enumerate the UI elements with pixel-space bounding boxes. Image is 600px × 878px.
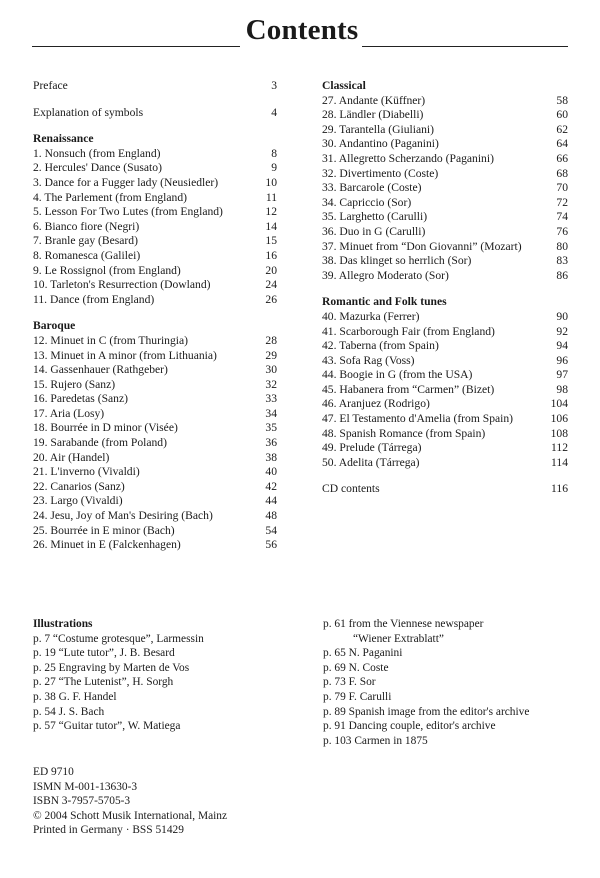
toc-entry[interactable] (322, 240, 568, 255)
toc-entry[interactable] (322, 225, 568, 240)
toc-entry[interactable] (33, 407, 277, 422)
entry-title: 11. Dance (from England) (33, 292, 155, 306)
entry-page: 26 (265, 292, 277, 306)
entry-title: 47. El Testamento d'Amelia (from Spain) (322, 412, 514, 426)
entry-page: 11 (265, 190, 277, 204)
entry-title: 17. Aria (Losy) (33, 406, 105, 420)
entry-page: 62 (556, 122, 568, 136)
entry-page: 92 (556, 324, 568, 338)
illustration-line: p. 61 from the Viennese newspaper (323, 618, 484, 630)
entry-page: 56 (265, 538, 277, 552)
toc-entry[interactable] (33, 378, 277, 393)
entry-page: 32 (265, 377, 277, 391)
toc-entry[interactable] (33, 436, 277, 451)
entry-title: Preface (33, 79, 68, 92)
entry-page: 72 (556, 195, 568, 209)
entry-page: 86 (556, 268, 568, 282)
illustration-line: p. 103 Carmen in 1875 (323, 734, 428, 747)
entry-page: 44 (265, 494, 277, 508)
entry-page: 68 (556, 166, 568, 180)
header-rule-left (32, 46, 240, 47)
entry-page: 42 (265, 479, 277, 493)
toc-entry[interactable] (33, 220, 277, 235)
entry-page: 20 (265, 263, 277, 277)
toc-entry[interactable] (33, 234, 277, 249)
entry-title: 36. Duo in G (Carulli) (322, 224, 426, 238)
entry-page: 9 (271, 161, 277, 175)
toc-entry[interactable] (322, 325, 568, 340)
toc-entry[interactable] (33, 161, 277, 176)
imprint (33, 765, 333, 838)
entry-page: 10 (265, 175, 277, 189)
illustration-line: p. 57 “Guitar tutor”, W. Matiega (33, 720, 181, 733)
toc-entry[interactable] (322, 210, 568, 225)
renaissance-list (33, 147, 277, 308)
toc-entry[interactable] (322, 427, 568, 442)
entry-title: 21. L'inverno (Vivaldi) (33, 465, 140, 479)
toc-entry[interactable] (322, 108, 568, 123)
illustration-line: p. 19 “Lute tutor”, J. B. Besard (33, 647, 175, 660)
entry-title: 24. Jesu, Joy of Man's Desiring (Bach) (33, 509, 213, 523)
toc-entry[interactable] (322, 254, 568, 269)
illustration-line: p. 38 G. F. Handel (33, 690, 117, 703)
header (32, 14, 568, 54)
entry-title: 45. Habanera from “Carmen” (Bizet) (322, 382, 495, 396)
toc-entry[interactable] (33, 363, 277, 378)
classical-list (322, 94, 568, 284)
entry-title: 26. Minuet in E (Falckenhagen) (33, 538, 181, 552)
toc-entry-symbols[interactable] (33, 106, 277, 121)
toc-entry[interactable] (33, 524, 277, 539)
toc-entry[interactable] (322, 123, 568, 138)
toc-entry[interactable] (33, 494, 277, 509)
entry-title: CD contents (322, 482, 380, 496)
entry-title: 31. Allegretto Scherzando (Paganini) (322, 151, 494, 165)
toc-entry[interactable] (322, 310, 568, 325)
header-rule-right (362, 46, 568, 47)
illustrations-left (33, 617, 293, 734)
entry-title: 9. Le Rossignol (from England) (33, 263, 181, 277)
entry-page: 24 (265, 278, 277, 292)
entry-page: 80 (556, 239, 568, 253)
toc-entry[interactable] (33, 465, 277, 480)
toc-entry[interactable] (322, 383, 568, 398)
toc-entry[interactable] (322, 339, 568, 354)
entry-page: 29 (265, 348, 277, 362)
toc-entry[interactable] (322, 456, 568, 471)
entry-title: 13. Minuet in A minor (from Lithuania) (33, 348, 217, 362)
entry-page: 12 (265, 205, 277, 219)
section-heading-baroque: Baroque (33, 319, 76, 333)
toc-entry[interactable] (322, 196, 568, 211)
toc-entry[interactable] (33, 349, 277, 364)
imprint-line: ED 9710 (33, 766, 74, 778)
entry-title: 44. Boogie in G (from the USA) (322, 368, 473, 382)
illustrations-heading: Illustrations (33, 618, 93, 630)
contents-left-column (33, 79, 277, 553)
entry-title: 6. Bianco fiore (Negri) (33, 219, 140, 233)
entry-title: 14. Gassenhauer (Rathgeber) (33, 363, 168, 377)
toc-entry[interactable] (33, 264, 277, 279)
entry-page: 3 (271, 79, 277, 92)
entry-title: 4. The Parlement (from England) (33, 190, 188, 204)
entry-title: 35. Larghetto (Carulli) (322, 210, 428, 224)
illustration-line: p. 91 Dancing couple, editor's archive (323, 720, 496, 733)
toc-entry[interactable] (322, 412, 568, 427)
illustration-line: p. 79 F. Carulli (323, 690, 392, 703)
entry-title: 8. Romanesca (Galilei) (33, 248, 141, 262)
toc-entry[interactable] (322, 152, 568, 167)
entry-title: 39. Allegro Moderato (Sor) (322, 268, 449, 282)
entry-page: 96 (556, 353, 568, 367)
entry-page: 94 (556, 339, 568, 353)
entry-title: 41. Scarborough Fair (from England) (322, 324, 495, 338)
toc-entry[interactable] (322, 354, 568, 369)
toc-entry[interactable] (322, 94, 568, 109)
section-heading-renaissance: Renaissance (33, 132, 94, 146)
entry-page: 40 (265, 465, 277, 479)
entry-page: 15 (265, 234, 277, 248)
entry-title: 42. Taberna (from Spain) (322, 339, 439, 353)
toc-entry[interactable] (33, 147, 277, 162)
toc-entry-cd-contents[interactable] (322, 482, 568, 497)
entry-title: 33. Barcarole (Coste) (322, 181, 422, 195)
entry-page: 108 (550, 426, 568, 440)
illustrations-left-list (33, 632, 293, 734)
entry-title: 46. Aranjuez (Rodrigo) (322, 397, 430, 411)
entry-page: 83 (556, 254, 568, 268)
entry-page: 8 (271, 146, 277, 160)
entry-page: 34 (265, 406, 277, 420)
baroque-list (33, 334, 277, 553)
entry-title: 7. Branle gay (Besard) (33, 234, 138, 248)
page-title: Contents (245, 14, 359, 46)
toc-entry[interactable] (33, 191, 277, 206)
illustration-line: p. 54 J. S. Bach (33, 705, 105, 718)
section-heading-classical: Classical (322, 79, 366, 92)
entry-page: 90 (556, 309, 568, 323)
entry-title: 12. Minuet in C (from Thuringia) (33, 333, 188, 347)
entry-page: 98 (556, 382, 568, 396)
entry-title: 34. Capriccio (Sor) (322, 195, 412, 209)
toc-entry[interactable] (33, 205, 277, 220)
illustration-line: p. 65 N. Paganini (323, 647, 403, 660)
illustration-line: “Wiener Extrablatt” (353, 632, 444, 645)
entry-page: 33 (265, 392, 277, 406)
toc-entry-preface[interactable] (33, 79, 277, 94)
toc-entry[interactable] (322, 441, 568, 456)
romantic-list (322, 310, 568, 471)
toc-entry[interactable] (33, 249, 277, 264)
entry-title: 27. Andante (Küffner) (322, 93, 426, 107)
toc-entry[interactable] (33, 451, 277, 466)
entry-title: 1. Nonsuch (from England) (33, 146, 161, 160)
entry-page: 48 (265, 509, 277, 523)
toc-entry[interactable] (33, 176, 277, 191)
entry-page: 116 (551, 482, 568, 496)
entry-title: 29. Tarantella (Giuliani) (322, 122, 434, 136)
illustration-line: p. 89 Spanish image from the editor's archive (323, 705, 530, 718)
illustration-line: p. 27 “The Lutenist”, H. Sorgh (33, 676, 174, 689)
toc-entry[interactable] (33, 480, 277, 495)
entry-page: 76 (556, 224, 568, 238)
toc-entry[interactable] (322, 269, 568, 284)
entry-page: 14 (265, 219, 277, 233)
entry-title: 2. Hercules' Dance (Susato) (33, 161, 162, 175)
entry-page: 70 (556, 181, 568, 195)
entry-page: 74 (556, 210, 568, 224)
entry-title: 43. Sofa Rag (Voss) (322, 353, 415, 367)
entry-page: 4 (271, 105, 277, 119)
entry-page: 38 (265, 450, 277, 464)
entry-title: 5. Lesson For Two Lutes (from England) (33, 205, 223, 219)
entry-page: 35 (265, 421, 277, 435)
entry-title: 30. Andantino (Paganini) (322, 137, 439, 151)
entry-page: 106 (550, 412, 568, 426)
entry-title: 25. Bourrée in E minor (Bach) (33, 523, 175, 537)
toc-entry[interactable] (33, 392, 277, 407)
contents-right-column (322, 79, 568, 497)
entry-title: 40. Mazurka (Ferrer) (322, 309, 420, 323)
entry-title: 18. Bourrée in D minor (Visée) (33, 421, 178, 435)
illustration-line: p. 7 “Costume grotesque”, Larmessin (33, 632, 204, 645)
entry-title: 32. Divertimento (Coste) (322, 166, 439, 180)
entry-title: 37. Minuet from “Don Giovanni” (Mozart) (322, 239, 522, 253)
imprint-line: © 2004 Schott Musik International, Mainz (33, 809, 228, 822)
entry-title: 28. Ländler (Diabelli) (322, 108, 424, 122)
entry-page: 60 (556, 108, 568, 122)
entry-title: 23. Largo (Vivaldi) (33, 494, 123, 508)
imprint-line: ISBN 3-7957-5705-3 (33, 795, 131, 808)
entry-title: 50. Adelita (Tárrega) (322, 455, 420, 469)
imprint-line: ISMN M-001-13630-3 (33, 780, 138, 793)
toc-entry[interactable] (322, 167, 568, 182)
entry-title: 16. Paredetas (Sanz) (33, 392, 128, 406)
entry-page: 36 (265, 436, 277, 450)
entry-title: Explanation of symbols (33, 105, 144, 119)
entry-title: 48. Spanish Romance (from Spain) (322, 426, 486, 440)
toc-entry[interactable] (322, 137, 568, 152)
entry-page: 104 (550, 397, 568, 411)
toc-entry[interactable] (322, 397, 568, 412)
entry-page: 97 (556, 368, 568, 382)
entry-title: 10. Tarleton's Resurrection (Dowland) (33, 278, 211, 292)
entry-page: 58 (556, 93, 568, 107)
toc-entry[interactable] (33, 334, 277, 349)
entry-title: 22. Canarios (Sanz) (33, 479, 125, 493)
illustration-line: p. 25 Engraving by Marten de Vos (33, 661, 190, 674)
toc-entry[interactable] (322, 368, 568, 383)
entry-title: 20. Air (Handel) (33, 450, 110, 464)
toc-entry[interactable] (33, 538, 277, 553)
entry-page: 30 (265, 363, 277, 377)
toc-entry[interactable] (33, 421, 277, 436)
toc-entry[interactable] (33, 293, 277, 308)
toc-entry[interactable] (33, 509, 277, 524)
entry-page: 112 (551, 441, 568, 455)
illustrations-right (323, 617, 583, 748)
section-heading-romantic: Romantic and Folk tunes (322, 295, 447, 309)
entry-page: 64 (556, 137, 568, 151)
entry-title: 19. Sarabande (from Poland) (33, 436, 167, 450)
illustration-line: p. 69 N. Coste (323, 661, 389, 674)
entry-page: 66 (556, 151, 568, 165)
imprint-line: Printed in Germany · BSS 51429 (33, 824, 184, 837)
toc-entry[interactable] (322, 181, 568, 196)
entry-title: 49. Prelude (Tárrega) (322, 441, 422, 455)
entry-page: 16 (265, 248, 277, 262)
entry-page: 28 (265, 333, 277, 347)
entry-page: 54 (265, 523, 277, 537)
illustration-line: p. 73 F. Sor (323, 676, 376, 689)
entry-title: 38. Das klinget so herrlich (Sor) (322, 254, 472, 268)
entry-title: 15. Rujero (Sanz) (33, 377, 116, 391)
entry-title: 3. Dance for a Fugger lady (Neusiedler) (33, 175, 219, 189)
entry-page: 114 (551, 455, 568, 469)
toc-entry[interactable] (33, 278, 277, 293)
